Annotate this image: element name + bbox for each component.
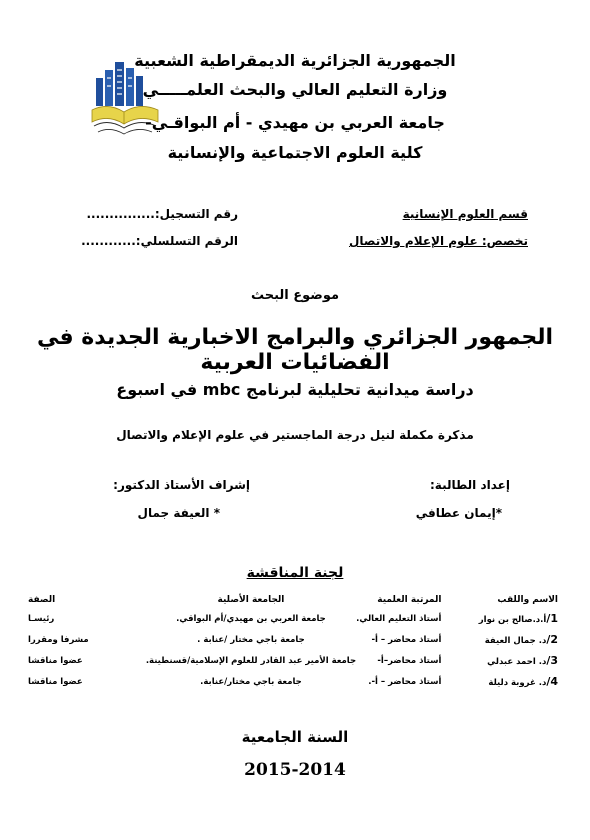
row-number: 1/ xyxy=(546,612,558,625)
table-row xyxy=(28,629,558,650)
member-university: جامعة باجي مختار/عنابة. xyxy=(200,676,302,687)
specialty-label: تخصص: علوم الإعلام والاتصال xyxy=(348,234,528,248)
member-rank: أستاذ محاضر – أ- xyxy=(371,634,442,645)
faculty-heading: كلية العلوم الاجتماعية والإنسانية xyxy=(167,143,423,162)
prepared-by-label: إعداد الطالبة: xyxy=(430,478,510,492)
row-number: 4/ xyxy=(546,675,558,688)
member-name: د. جمال العيفة xyxy=(484,636,547,646)
header-name: الاسم واللقب xyxy=(497,595,558,605)
member-university: جامعة باجي مختار /عنابة . xyxy=(197,634,305,645)
member-role: مشرفا ومقررا xyxy=(28,634,89,645)
department-label: قسم العلوم الإنسانية xyxy=(402,207,528,221)
serial-number: الرقم التسلسلي:............ xyxy=(81,234,238,248)
university-heading: جامعة العربي بن مهيدي - أم البواقـي- xyxy=(145,113,445,132)
republic-heading: الجمهورية الجزائرية الديمقراطية الشعبية xyxy=(134,51,456,70)
academic-year-label: السنة الجامعية xyxy=(241,728,349,746)
topic-label: موضوع البحث xyxy=(250,288,340,303)
committee-header-row xyxy=(28,592,558,608)
member-rank: أستاذ التعليم العالي. xyxy=(356,613,442,624)
row-number: 2/ xyxy=(546,633,558,646)
academic-year: 2015-2014 xyxy=(244,760,346,780)
member-role: عضوا مناقشا xyxy=(28,676,83,687)
member-name: د. غروبة دليلة xyxy=(488,678,547,688)
member-name: د. احمد عبدلي xyxy=(487,657,547,667)
header-university: الجامعة الأصلية xyxy=(217,595,285,605)
student-name: *إيمان عطافي xyxy=(415,506,502,520)
table-row xyxy=(28,650,558,671)
committee-title: لجنة المناقشة xyxy=(246,565,344,581)
memo-description: مذكرة مكملة لنيل درجة الماجستير في علوم الإعلام والاتصال xyxy=(116,428,474,442)
header-rank: المرتبة العلمية xyxy=(377,595,442,605)
table-row xyxy=(28,608,558,629)
registration-number: رقم التسجيل:............... xyxy=(86,207,238,221)
supervisor-name: * العيفة جمال xyxy=(137,506,220,520)
member-university: جامعة الأمير عبد القادر للعلوم الإسلامية/قسنطينة. xyxy=(145,655,357,666)
research-title: الجمهور الجزائري والبرامج الاخبارية الجديدة في الفضائيات العربية xyxy=(36,325,554,375)
row-number: 3/ xyxy=(546,654,558,667)
table-row xyxy=(28,671,558,692)
member-role: رئيسـا xyxy=(28,613,55,624)
member-role: عضوا مناقشا xyxy=(28,655,83,666)
supervision-label: إشراف الأستاذ الدكتور: xyxy=(113,478,250,492)
header-role: الصفة xyxy=(28,595,56,605)
member-name: أ.د.صالح بن نوار xyxy=(478,615,547,625)
research-subtitle: دراسة ميدانية تحليلية لبرنامج mbc في اسبوع xyxy=(116,380,474,399)
member-rank: أستاذ محاضر – أ-. xyxy=(368,676,442,687)
member-university: جامعة العربي بن مهيدي/أم البواقي. xyxy=(176,613,326,624)
member-rank: أستاذ محاضر–أ- xyxy=(377,655,442,666)
committee-table xyxy=(28,592,558,692)
ministry-heading: وزارة التعليم العالي والبحث العلمـــــي xyxy=(142,80,448,99)
